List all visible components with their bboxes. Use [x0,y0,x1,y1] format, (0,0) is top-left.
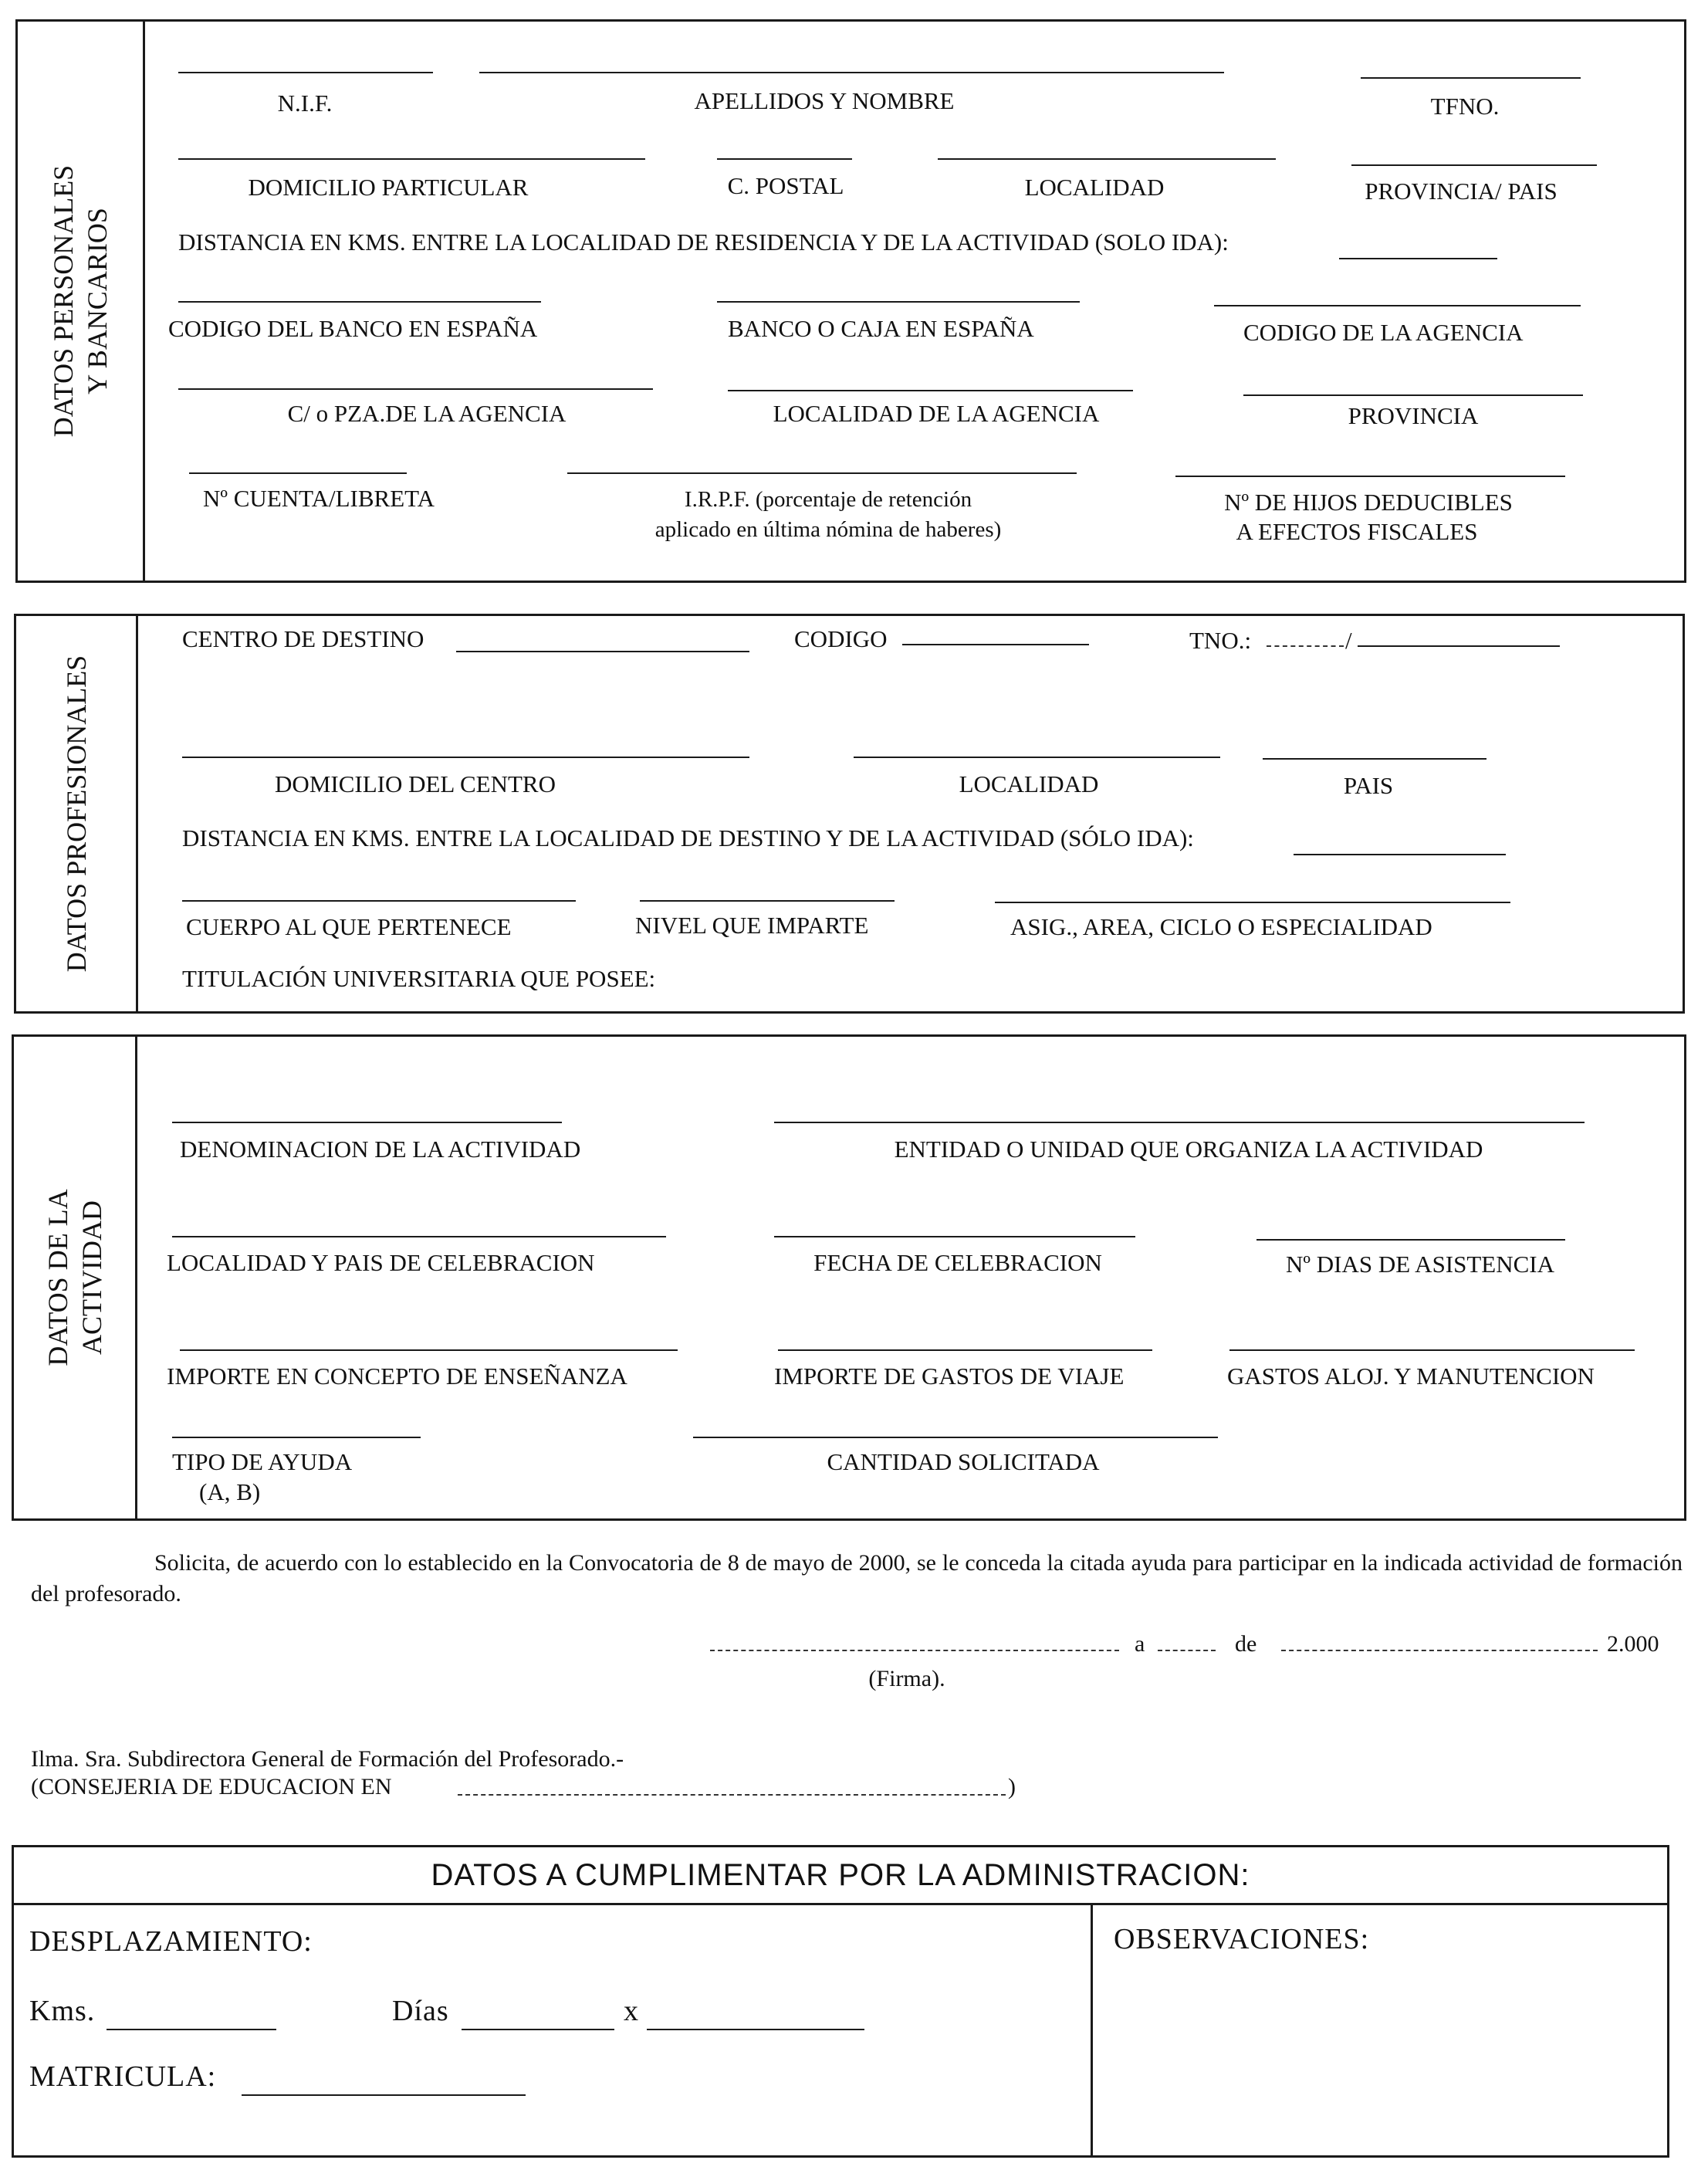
nif-field[interactable] [178,72,433,73]
nivel-label: NIVEL QUE IMPARTE [635,912,869,939]
importe-viaje-label: IMPORTE DE GASTOS DE VIAJE [774,1363,1125,1390]
section-profesional [14,614,1685,1014]
importe-viaje-field[interactable] [778,1349,1152,1351]
tfno-label: TFNO. [1430,93,1500,120]
provincia-pais-label: PROVINCIA/ PAIS [1365,178,1557,205]
admin-header-text: DATOS A CUMPLIMENTAR POR LA ADMINISTRACION: [431,1858,1250,1892]
section-personal-title: DATOS PERSONALES Y BANCARIOS [48,164,113,438]
codigo-agencia-label: CODIGO DE LA AGENCIA [1243,319,1524,346]
firma-place-field[interactable] [710,1650,1119,1651]
banco-caja-field[interactable] [717,301,1080,303]
section-personal [15,19,1686,583]
cpostal-field[interactable] [717,158,852,160]
entidad-label: ENTIDAD O UNIDAD QUE ORGANIZA LA ACTIVIDAD [894,1136,1483,1163]
entidad-field[interactable] [774,1122,1585,1123]
localidad-agencia-label: LOCALIDAD DE LA AGENCIA [773,400,1100,427]
date-year-label: 2.000 [1607,1631,1659,1657]
admin-header [14,1847,1667,1905]
addressee-label: Ilma. Sra. Subdirectora General de Formación del Profesorado.- [31,1746,624,1772]
matricula-label: MATRICULA: [29,2060,217,2093]
section-profesional-title: DATOS PROFESIONALES [60,655,92,973]
cuerpo-label: CUERPO AL QUE PERTENECE [186,913,512,940]
asig-label: ASIG., AREA, CICLO O ESPECIALIDAD [1010,913,1432,940]
codigo-banco-label: CODIGO DEL BANCO EN ESPAÑA [168,315,538,342]
dias-label: Nº DIAS DE ASISTENCIA [1285,1251,1555,1278]
dias-field[interactable] [1256,1239,1565,1241]
nif-label: N.I.F. [277,90,333,117]
irpf-field[interactable] [567,472,1077,474]
cuenta-field[interactable] [189,472,407,474]
cantidad-field[interactable] [693,1437,1218,1438]
localidad-centro-field[interactable] [854,757,1220,758]
gastos-aloj-field[interactable] [1229,1349,1635,1351]
desplazamiento-label: DESPLAZAMIENTO: [29,1925,313,1958]
cpostal-label: C. POSTAL [727,172,844,199]
x-field[interactable] [647,2029,864,2030]
x-label: x [624,1995,639,2027]
codigo-field[interactable] [902,644,1089,645]
dias-admin-label: Días [392,1995,449,2027]
cuerpo-field[interactable] [182,900,576,902]
localidad-pais-label: LOCALIDAD Y PAIS DE CELEBRACION [167,1249,595,1276]
hijos-field[interactable] [1175,476,1565,477]
distancia-residencia-label: DISTANCIA EN KMS. ENTRE LA LOCALIDAD DE RESIDENCIA Y DE LA ACTIVIDAD (SOLO IDA): [178,229,1229,256]
provincia-label: PROVINCIA [1348,402,1479,429]
observaciones-label: OBSERVACIONES: [1114,1923,1370,1955]
domicilio-label: DOMICILIO PARTICULAR [248,174,529,201]
consejeria-field[interactable] [458,1794,1006,1796]
centro-destino-label: CENTRO DE DESTINO [182,625,424,652]
distancia-residencia-field[interactable] [1339,258,1497,259]
domicilio-field[interactable] [178,158,645,160]
gastos-aloj-label: GASTOS ALOJ. Y MANUTENCION [1227,1363,1595,1390]
admin-divider [1091,1903,1093,2155]
pais-field[interactable] [1263,758,1486,760]
date-day-field[interactable] [1158,1650,1216,1651]
banco-caja-label: BANCO O CAJA EN ESPAÑA [728,315,1034,342]
tno-label: TNO.: [1189,627,1252,654]
cantidad-label: CANTIDAD SOLICITADA [827,1448,1100,1475]
hijos-label-2: A EFECTOS FISCALES [1236,518,1478,545]
importe-ensenanza-field[interactable] [180,1349,678,1351]
date-de-label: de [1235,1631,1257,1657]
apellidos-label: APELLIDOS Y NOMBRE [694,87,955,114]
request-paragraph: Solicita, de acuerdo con lo establecido en la Convocatoria de 8 de mayo de 2000, se le conceda la citada ayuda para participar en la indicada actividad de formación del profesorado. [31,1550,1683,1606]
codigo-label: CODIGO [794,625,888,652]
localidad-agencia-field[interactable] [728,390,1133,391]
consejeria-label: (CONSEJERIA DE EDUCACION EN [31,1774,392,1799]
firma-label: (Firma). [868,1666,945,1691]
tno-number-field[interactable] [1358,645,1560,647]
cuenta-label: Nº CUENTA/LIBRETA [203,485,435,512]
distancia-destino-label: DISTANCIA EN KMS. ENTRE LA LOCALIDAD DE DESTINO Y DE LA ACTIVIDAD (SÓLO IDA): [182,824,1194,851]
irpf-label-2: aplicado en última nómina de haberes) [654,517,1002,542]
section-personal-sidebar [18,22,145,581]
nivel-field[interactable] [640,900,895,902]
tno-slash: / [1345,627,1352,654]
distancia-destino-field[interactable] [1294,854,1506,855]
calle-agencia-field[interactable] [178,388,653,390]
irpf-label-1: I.R.P.F. (porcentaje de retención [684,487,972,512]
dias-admin-field[interactable] [462,2029,614,2030]
provincia-field[interactable] [1243,394,1583,396]
codigo-banco-field[interactable] [178,301,541,303]
tipo-ayuda-options: (A, B) [199,1478,261,1505]
denominacion-label: DENOMINACION DE LA ACTIVIDAD [180,1136,581,1163]
section-actividad-title: DATOS DE LA ACTIVIDAD [42,1189,107,1366]
pais-label: PAIS [1343,772,1394,799]
tno-prefix-field[interactable] [1267,645,1344,647]
centro-destino-field[interactable] [456,651,749,652]
localidad-pais-field[interactable] [172,1236,666,1237]
fecha-field[interactable] [774,1236,1135,1237]
tfno-field[interactable] [1361,77,1581,79]
tipo-ayuda-field[interactable] [172,1437,421,1438]
kms-field[interactable] [107,2029,276,2030]
section-actividad-sidebar [14,1037,137,1518]
asig-field[interactable] [995,902,1510,903]
date-a-label: a [1135,1631,1145,1657]
kms-label: Kms. [29,1995,96,2027]
matricula-field[interactable] [242,2094,526,2096]
fecha-label: FECHA DE CELEBRACION [813,1249,1102,1276]
domicilio-centro-label: DOMICILIO DEL CENTRO [275,770,556,797]
section-actividad [12,1034,1686,1521]
apellidos-field[interactable] [479,72,1224,73]
consejeria-close: ) [1008,1774,1016,1799]
importe-ensenanza-label: IMPORTE EN CONCEPTO DE ENSEÑANZA [167,1363,627,1390]
localidad-label: LOCALIDAD [1024,174,1165,201]
localidad-field[interactable] [938,158,1276,160]
hijos-label-1: Nº DE HIJOS DEDUCIBLES [1224,489,1513,516]
date-month-field[interactable] [1281,1650,1598,1651]
titulacion-label: TITULACIÓN UNIVERSITARIA QUE POSEE: [182,965,656,992]
codigo-agencia-field[interactable] [1214,305,1581,306]
section-profesional-sidebar [16,616,138,1011]
admin-section [12,1845,1669,2158]
calle-agencia-label: C/ o PZA.DE LA AGENCIA [287,400,567,427]
tipo-ayuda-label: TIPO DE AYUDA [172,1448,353,1475]
denominacion-field[interactable] [172,1122,562,1123]
domicilio-centro-field[interactable] [182,757,749,758]
localidad-centro-label: LOCALIDAD [959,770,1099,797]
provincia-pais-field[interactable] [1351,164,1597,166]
